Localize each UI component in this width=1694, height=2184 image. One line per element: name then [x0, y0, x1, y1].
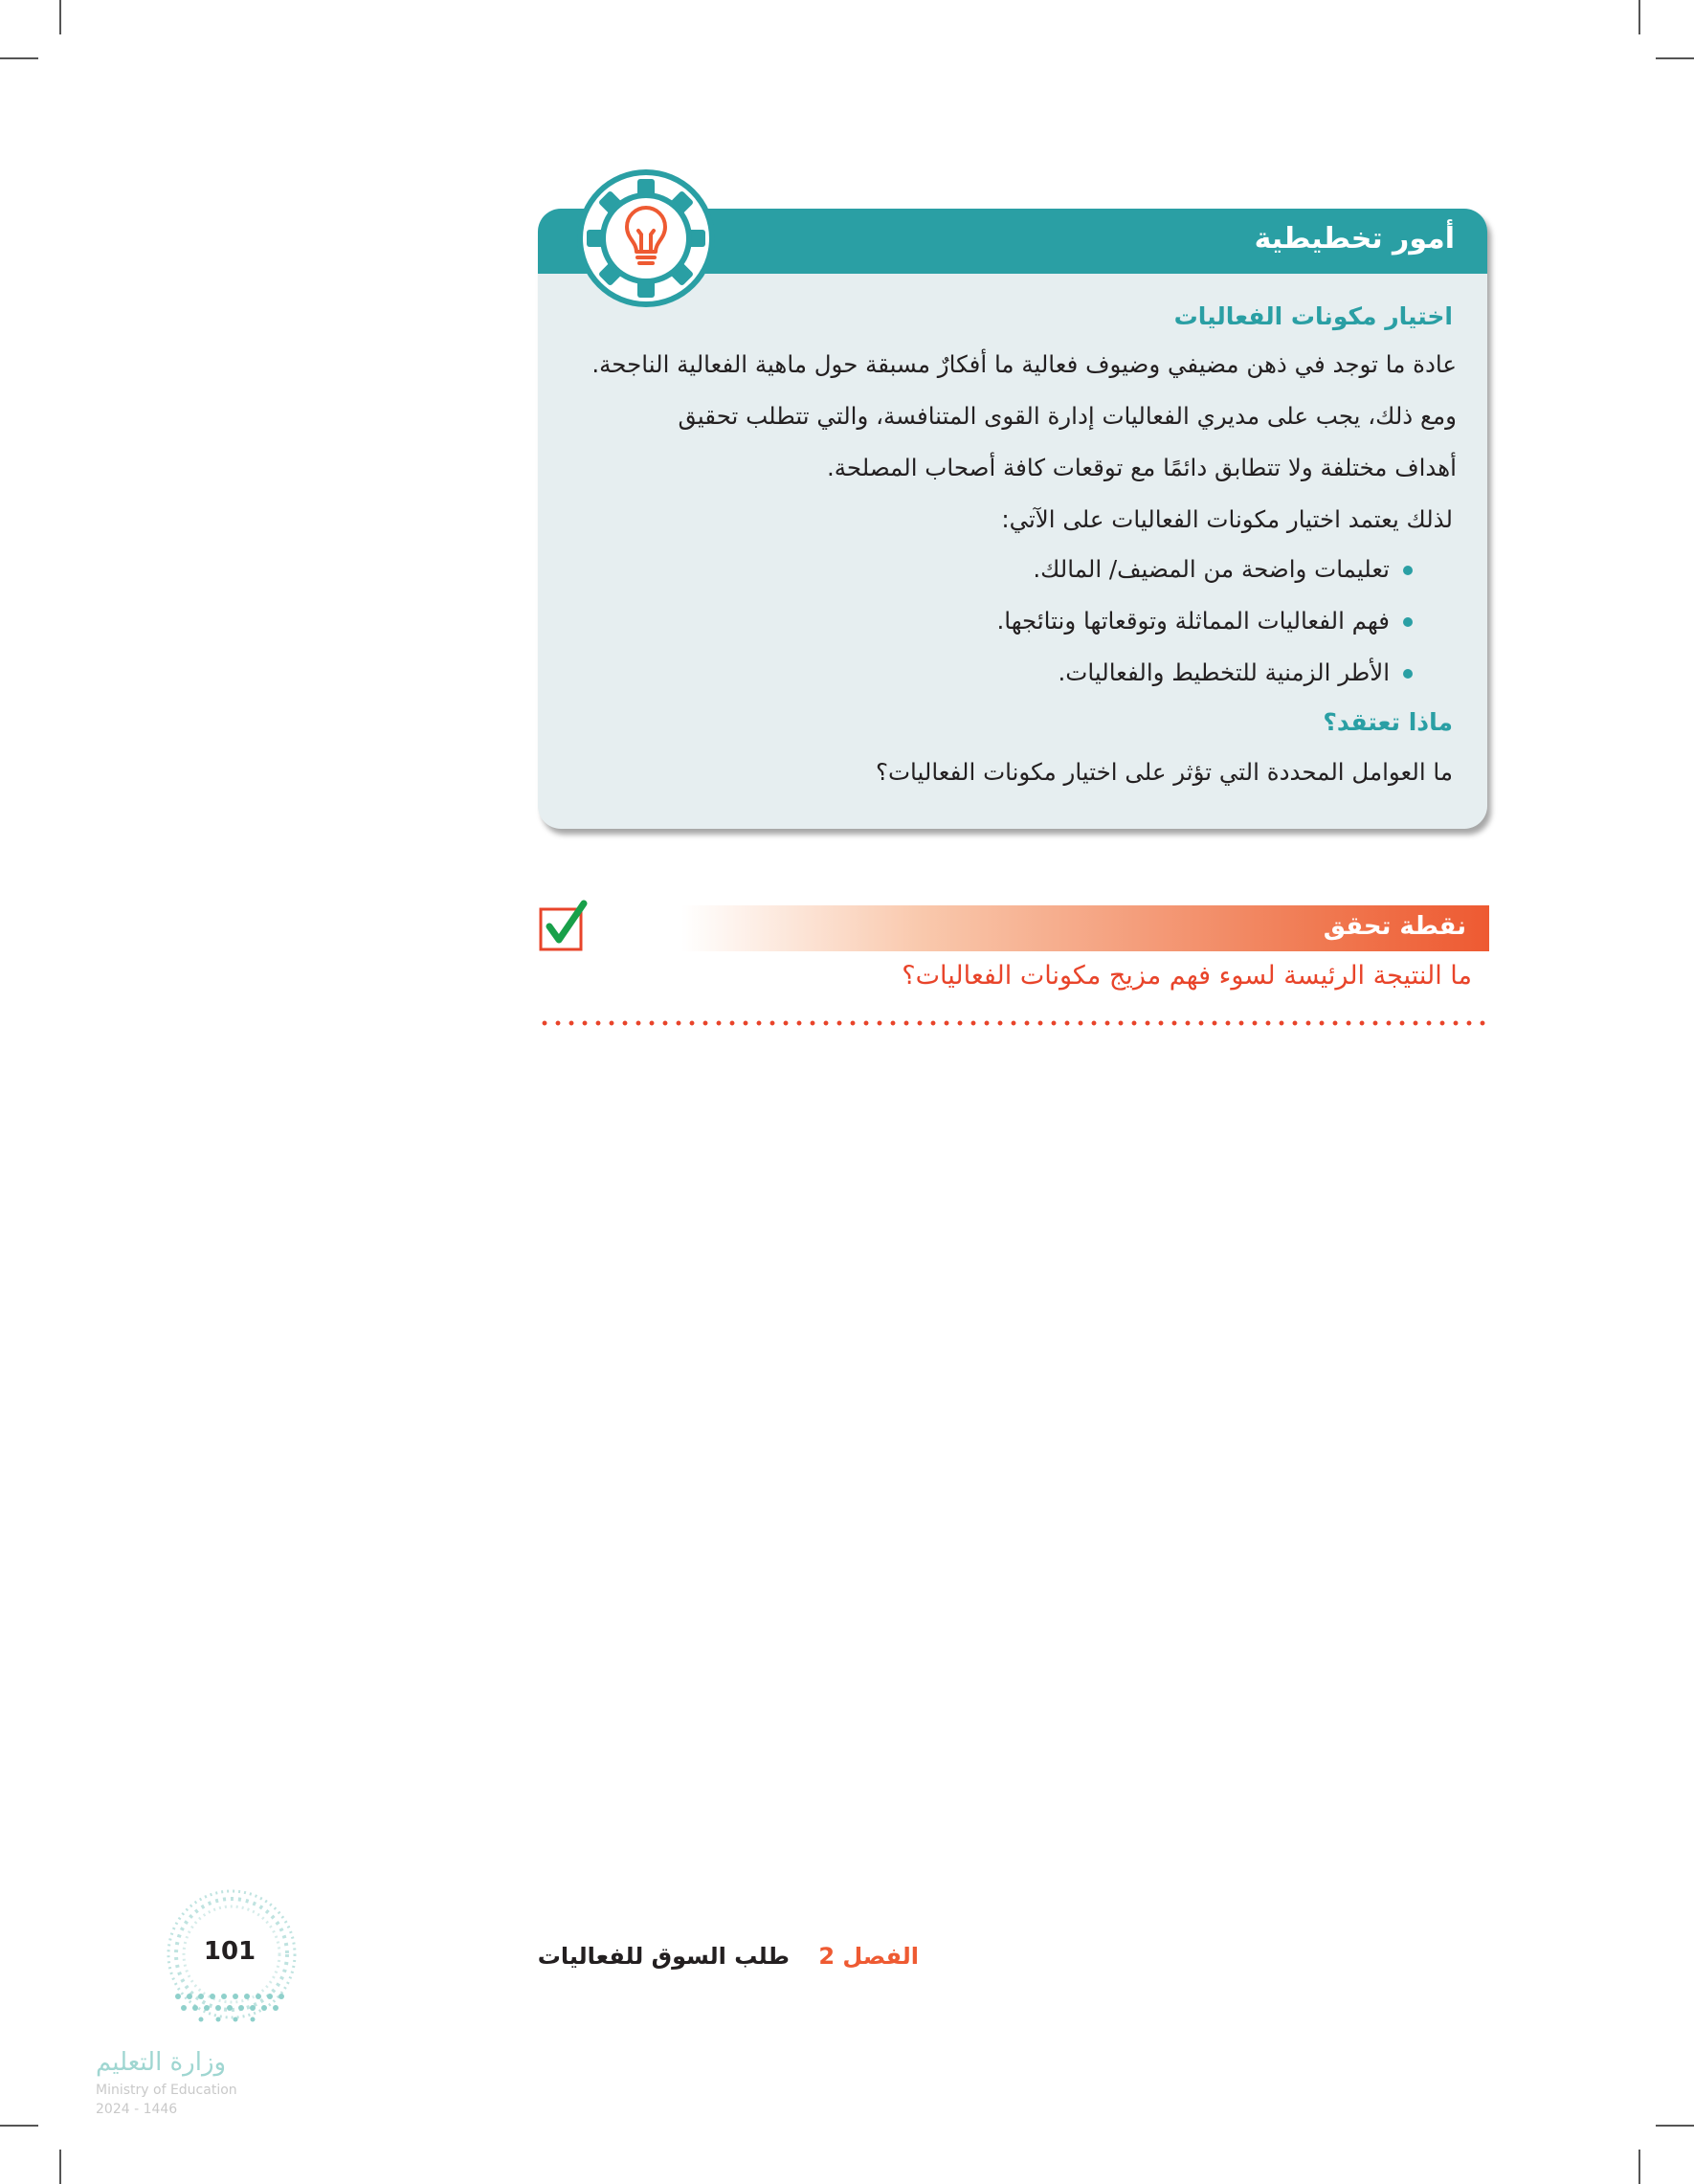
checkpoint-question: ما النتيجة الرئيسة لسوء فهم مزيج مكونات الفعاليات؟ — [902, 961, 1472, 991]
bullet-item — [997, 607, 1414, 635]
crop-mark — [1656, 57, 1694, 59]
crop-mark — [59, 0, 61, 34]
bullet-icon — [1403, 566, 1413, 575]
paragraph-2-line-2: أهداف مختلفة ولا تتطابق دائمًا مع توقعات كافة أصحاب المصلحة. — [826, 454, 1457, 481]
bullet-text: الأطر الزمنية للتخطيط والفعاليات. — [1058, 658, 1390, 686]
bullet-text: فهم الفعاليات المماثلة وتوقعاتها ونتائجها. — [996, 607, 1390, 635]
crop-mark — [1638, 0, 1640, 34]
box-title: أمور تخطيطية — [1254, 222, 1455, 256]
crop-mark — [0, 57, 38, 59]
crop-mark — [1638, 2150, 1640, 2184]
chapter-title: طلب السوق للفعاليات — [537, 1943, 790, 1970]
page-number: 101 — [203, 1937, 256, 1966]
gear-lightbulb-icon — [574, 167, 718, 310]
answer-dotted-line — [538, 1020, 1489, 1026]
ministry-name-ar: وزارة التعليم — [96, 2048, 227, 2077]
paragraph-2-line-1: ومع ذلك، يجب على مديري الفعاليات إدارة القوى المتنافسة، والتي تتطلب تحقيق — [678, 402, 1457, 430]
year-label: 2024 - 1446 — [96, 2102, 178, 2117]
checkmark-icon — [538, 900, 591, 953]
crop-mark — [0, 2125, 38, 2127]
ministry-logo — [163, 1885, 325, 2048]
checkpoint-label: نقطة تحقق — [1323, 912, 1466, 941]
crop-mark — [59, 2150, 61, 2184]
think-question: ما العوامل المحددة التي تؤثر على اختيار مكونات الفعاليات؟ — [875, 758, 1453, 786]
intro-line: لذلك يعتمد اختيار مكونات الفعاليات على الآتي: — [1001, 505, 1453, 533]
bullet-item — [1033, 555, 1413, 583]
bullet-icon — [1403, 669, 1413, 679]
paragraph-1: عادة ما توجد في ذهن مضيفي وضيوف فعالية ما أفكارٌ مسبقة حول ماهية الفعالية الناجحة. — [591, 350, 1457, 378]
section-subheading: اختيار مكونات الفعاليات — [1173, 302, 1453, 330]
ministry-name-en: Ministry of Education — [96, 2083, 237, 2098]
checkpoint-banner — [681, 905, 1489, 951]
bullet-item — [1059, 658, 1413, 686]
chapter-label: الفصل 2 — [818, 1943, 919, 1970]
bullet-text: تعليمات واضحة من المضيف/ المالك. — [1033, 555, 1390, 583]
crop-mark — [1656, 2125, 1694, 2127]
bullet-icon — [1403, 617, 1413, 627]
think-heading: ماذا تعتقد؟ — [1323, 708, 1453, 736]
chapter-line — [536, 1943, 919, 1970]
